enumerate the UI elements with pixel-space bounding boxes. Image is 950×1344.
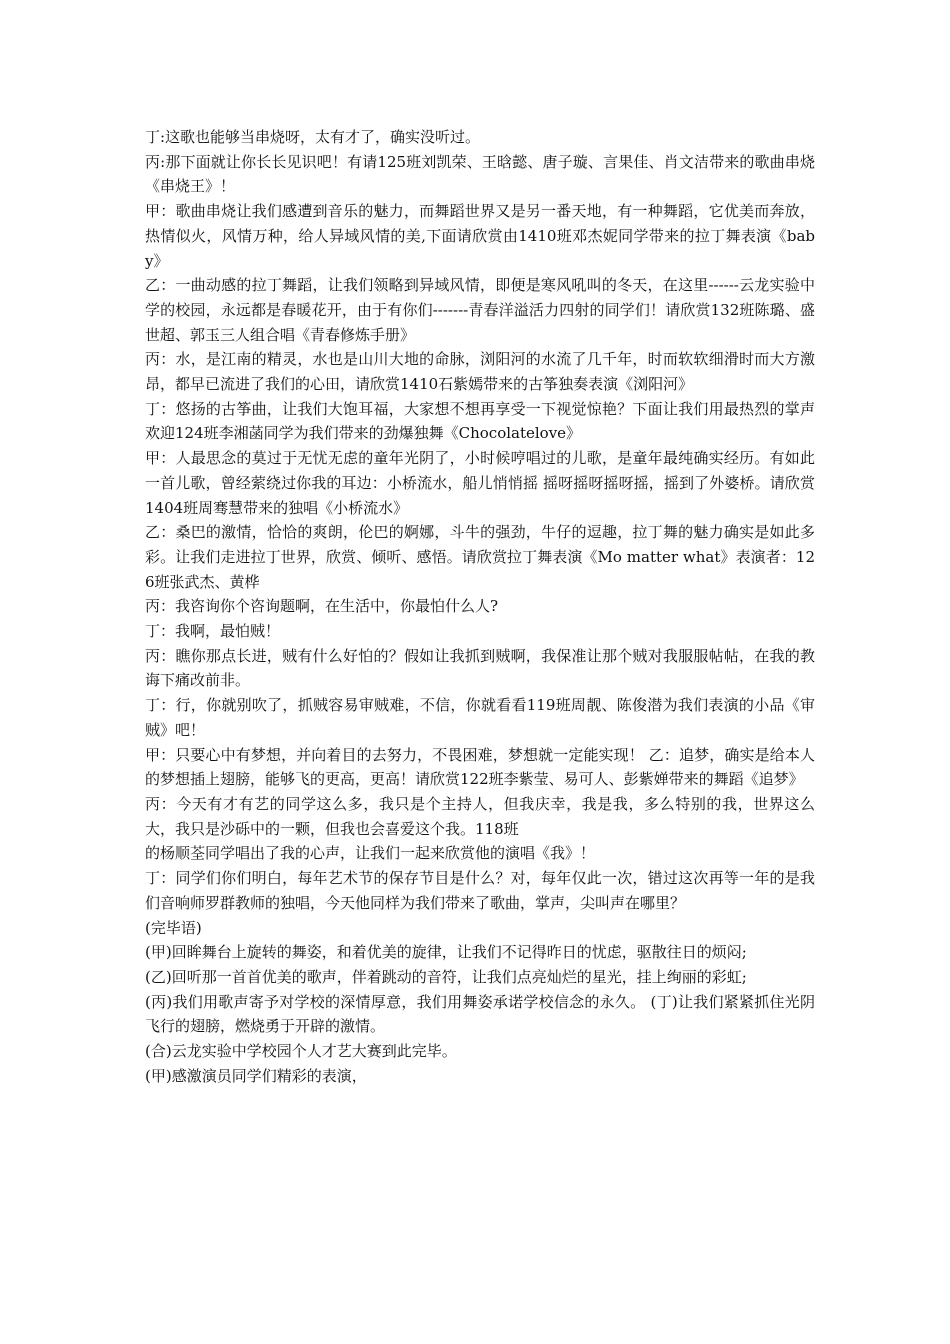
- paragraph-3: 甲：歌曲串烧让我们感遭到音乐的魅力，而舞蹈世界又是另一番天地，有一种舞蹈，它优美而奔放，热情似火，风情万种，给人异域风情的美,下面请欣赏由1410班邓杰妮同学带来的拉丁舞表演《baby》: [145, 202, 815, 270]
- paragraph-11: 丙：瞧你那点长进，贼有什么好怕的？假如让我抓到贼啊，我保准让那个贼对我服服帖帖，在我的教诲下痛改前非。: [145, 646, 815, 690]
- paragraph-17: (完毕语): [145, 918, 202, 937]
- paragraph-10: 丁：我啊，最怕贼！: [145, 622, 281, 641]
- paragraph-19: (乙)回听那一首首优美的歌声，伴着跳动的音符，让我们点亮灿烂的星光，挂上绚丽的彩虹;: [145, 967, 747, 986]
- paragraph-9: 丙：我咨询你个咨询题啊，在生活中，你最怕什么人?: [145, 597, 499, 616]
- paragraph-15: 的杨顺荃同学唱出了我的心声，让我们一起来欣赏他的演唱《我》！: [145, 844, 596, 863]
- paragraph-18: (甲)回眸舞台上旋转的舞姿，和着优美的旋律，让我们不记得昨日的忧虑，驱散往日的烦闷;: [145, 943, 747, 962]
- paragraph-6: 丁：悠扬的古筝曲，让我们大饱耳福，大家想不想再享受一下视觉惊艳？下面让我们用最热烈的掌声欢迎124班李湘菡同学为我们带来的劲爆独舞《Chocolatelove》: [145, 399, 815, 443]
- paragraph-14: 丙：今天有才有艺的同学这么多，我只是个主持人，但我庆幸，我是我，多么特别的我，世界这么大，我只是沙砾中的一颗，但我也会喜爱这个我。118班: [145, 794, 815, 838]
- paragraph-22: (甲)感激演员同学们精彩的表演，: [145, 1066, 367, 1085]
- paragraph-1: 丁:这歌也能够当串烧呀，太有才了，确实没听过。: [145, 128, 481, 146]
- paragraph-21: (合)云龙实验中学校园个人才艺大赛到此完毕。: [145, 1042, 457, 1061]
- paragraph-16: 丁：同学们你们明白，每年艺术节的保存节目是什么？对，每年仅此一次，错过这次再等一年的是我们音响师罗群教师的独唱，今天他同样为我们带来了歌曲，掌声，尖叫声在哪里？: [145, 869, 815, 912]
- paragraph-20: (丙)我们用歌声寄予对学校的深情厚意，我们用舞姿承诺学校信念的永久。 (丁)让我们紧紧抓住光阴飞行的翅膀，燃烧勇于开辟的激情。: [145, 992, 815, 1036]
- document-body: [145, 125, 815, 1088]
- paragraph-2: 丙:那下面就让你长长见识吧！有请125班刘凯荣、王晗懿、唐子璇、言果佳、肖文洁带来的歌曲串烧《串烧王》！: [145, 152, 815, 196]
- paragraph-7: 甲：人最思念的莫过于无忧无虑的童年光阴了，小时候哼唱过的儿歌，是童年最纯确实经历。有如此一首儿歌，曾经萦绕过你我的耳边：小桥流水，船儿悄悄摇 摇呀摇呀摇呀摇，摇到了外婆桥。请欣赏1404班周骞慧带来的独唱《小桥流水》: [145, 449, 815, 517]
- paragraph-5: 丙：水，是江南的精灵，水也是山川大地的命脉，浏阳河的水流了几千年，时而软软细滑时而大方激昂，都早已流进了我们的心田，请欣赏1410石紫嫣带来的古筝独奏表演《浏阳河》: [145, 350, 815, 394]
- paragraph-13: 甲：只要心中有梦想，并向着目的去努力，不畏困难，梦想就一定能实现！ 乙：追梦，确实是给本人的梦想插上翅膀，能够飞的更高，更高！请欣赏122班李紫莹、易可人、彭紫婵带来的舞蹈《追梦》: [145, 745, 815, 789]
- paragraph-12: 丁：行，你就别吹了，抓贼容易审贼难，不信，你就看看119班周靓、陈俊潜为我们表演的小品《审贼》吧！: [145, 696, 815, 739]
- paragraph-4: 乙：一曲动感的拉丁舞蹈，让我们领略到异域风情，即便是寒风吼叫的冬天，在这里------云龙实验中学的校园，永远都是春暖花开，由于有你们-------青春洋溢活力四射的同学们！请欣赏132班陈璐、盛世超、郭玉三人组合唱《青春修炼手册》: [145, 276, 815, 344]
- paragraph-8: 乙：桑巴的激情，恰恰的爽朗，伦巴的婀娜，斗牛的强劲，牛仔的逗趣，拉丁舞的魅力确实是如此多彩。让我们走进拉丁世界，欣赏、倾听、感悟。请欣赏拉丁舞表演《Mo matter what》表演者：126班张武杰、黄桦: [145, 523, 815, 591]
